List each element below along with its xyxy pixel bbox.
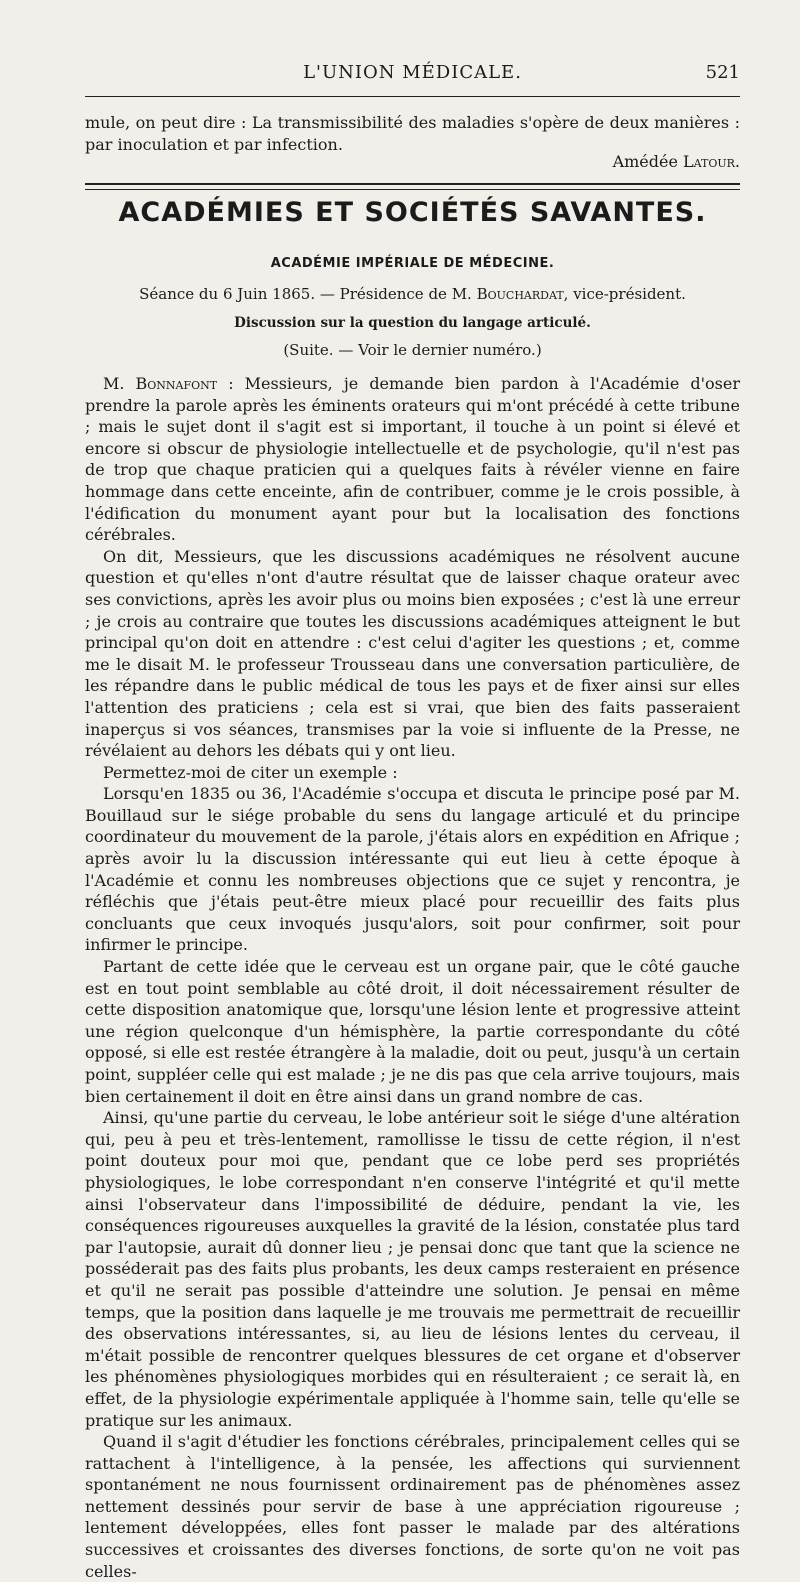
- continuation-note: (Suite. — Voir le dernier numéro.): [283, 341, 542, 359]
- academy-heading: ACADÉMIE IMPÉRIALE DE MÉDECINE.: [270, 256, 555, 271]
- header-rule: [85, 96, 740, 97]
- section-rule: [85, 183, 740, 190]
- paragraph-1: [85, 373, 740, 546]
- paragraph-5: Partant de cette idée que le cerveau est un organe pair, que le côté gauche est en tout point semblable au côté droit, il doit nécessairement résulter de cette disposition anatomique que, lorsqu'une lésion lente et progressive atteint une région quelconque d'un hémisphère, la partie correspondante du côté opposé, si elle est restée étrangère à la maladie, doit ou peut, jusqu'à un certain point, suppléer celle qui est malade ; je ne dis pas que cela arrive toujours, mais bien certainement il doit en être ainsi dans un grand nombre de cas.: [85, 957, 740, 1106]
- paragraph-3: Permettez-moi de citer un exemple :: [103, 762, 398, 782]
- speaker-name: M. Bonnafont: [103, 374, 218, 393]
- running-head: [85, 58, 740, 88]
- signature-first-name: Amédée: [612, 152, 684, 171]
- article-body: [85, 373, 740, 1582]
- paragraph-6: Ainsi, qu'une partie du cerveau, le lobe antérieur soit le siége d'une altération qui, peu à peu et très-lentement, ramollisse le tissu de cette région, il n'est point douteux pour moi que, pendant que ce lobe perd ses propriétés physiologiques, le lobe correspondant n'en conserve l'intégrité et qu'il mette ainsi l'observateur dans l'impossibilité de déduire, pendant la vie, les conséquences rigoureuses auxquelles la gravité de la lésion, constatée plus tard par l'autopsie, aurait dû donner lieu ; je pensai donc que tant que la science ne posséderait pas des faits plus probants, les deux camps resteraient en présence et qu'il ne serait pas possible d'atteindre une solution. Je pensai en même temps, que la position dans laquelle je me trouvais me permettrait de recueillir des observations intéressantes, si, au lieu de lésions lentes du cerveau, il m'était possible de rencontrer quelques blessures de cet organe et d'observer les phénomènes physiologiques morbides qui en résulteraient ; ce serait là, en effet, de la physiologie expérimentale appliquée à l'homme sain, telle qu'elle se pratique sur les animaux.: [85, 1108, 740, 1430]
- intro-block: [85, 112, 740, 155]
- paragraph-4: Lorsqu'en 1835 ou 36, l'Académie s'occupa et discuta le principe posé par M. Bouillaud sur le siége probable du sens du langage articulé et du principe coordinateur du mouvement de la parole, j'étais alors en expédition en Afrique ; après avoir lu la discussion intéressante qui eut lieu à cette époque à l'Académie et connu les nombreuses objections que ce sujet y rencontra, je réfléchis que j'étais peut-être mieux placé pour recueillir des faits plus concluants que ceux invoqués jusqu'alors, soit pour confirmer, soit pour infirmer le principe.: [85, 784, 740, 955]
- discussion-heading: Discussion sur la question du langage articulé.: [234, 315, 591, 331]
- signature: [613, 152, 740, 171]
- intro-paragraph: mule, on peut dire : La transmissibilité des maladies s'opère de deux manières : par inoculation et par infection.: [85, 113, 740, 154]
- session-suffix: , vice-président.: [563, 285, 686, 303]
- session-prefix: Séance du 6 Juin 1865. — Présidence de M.: [139, 285, 477, 303]
- running-title: L'UNION MÉDICALE.: [303, 62, 522, 83]
- page-number: 521: [705, 62, 740, 83]
- section-title: ACADÉMIES ET SOCIÉTÉS SAVANTES.: [118, 197, 707, 228]
- paragraph-1-text: : Messieurs, je demande bien pardon à l'Académie d'oser prendre la parole après les éminents orateurs qui m'ont précédé à cette tribune ; mais le sujet dont il s'agit est si important, il touche à un point si élevé et encore si obscur de physiologie intellectuelle et de psychologie, qu'il n'est pas de trop que chaque praticien qui a quelques faits à révéler vienne en faire hommage dans cette enceinte, afin de contribuer, comme je le crois possible, à l'édification du monument ayant pour but la localisation des fonctions cérébrales.: [85, 374, 741, 545]
- session-line: [85, 285, 740, 303]
- paragraph-2: On dit, Messieurs, que les discussions académiques ne résolvent aucune question et qu'elles n'ont d'autre résultat que de laisser chaque orateur avec ses convictions, après les avoir plus ou moins bien exposées ; c'est là une erreur ; je crois au contraire que toutes les discussions académiques atteignent le but principal qu'on doit en attendre : c'est celui d'agiter les questions ; et, comme me le disait M. le professeur Trousseau dans une conversation particulière, de les répandre dans le public médical de tous les pays et de fixer ainsi sur elles l'attention des praticiens ; cela est si vrai, que bien des faits passeraient inaperçus si vos séances, transmises par la voie si influente de la Presse, ne révélaient au dehors les débats qui y ont lieu.: [85, 546, 740, 761]
- paragraph-7: Quand il s'agit d'étudier les fonctions cérébrales, principalement celles qui se rattachent à l'intelligence, à la pensée, les affections qui surviennent spontanément ne nous fournissent ordinairement pas de phénomènes assez nettement dessinés pour servir de base à une appréciation rigoureuse ; lentement développées, elles font passer le malade par des altérations successives et croissantes des diverses fonctions, de sorte qu'on ne voit pas celles-: [85, 1432, 740, 1581]
- president-name: Bouchardat: [476, 285, 564, 303]
- signature-last-name: Latour.: [683, 152, 740, 171]
